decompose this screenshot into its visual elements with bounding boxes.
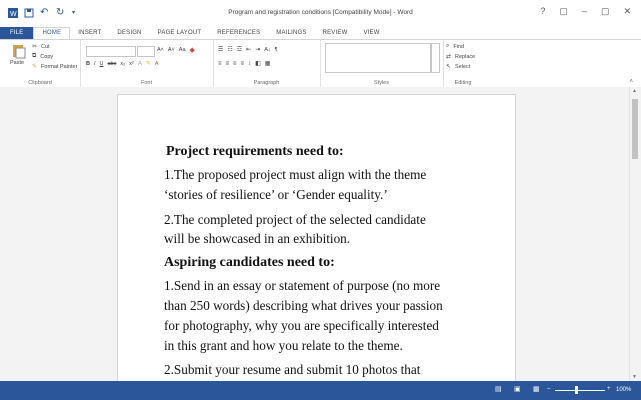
format-painter-button[interactable] [32, 63, 77, 70]
replace-icon: ⇄ [446, 54, 452, 60]
close-button[interactable]: ✕ [623, 6, 631, 16]
copy-button[interactable] [32, 53, 53, 60]
shading-icon[interactable]: ◧ [255, 61, 261, 67]
paragraph-list-tools [218, 46, 278, 53]
find-label: Find [453, 43, 465, 50]
subscript-button[interactable]: x₂ [120, 60, 126, 67]
cut-label: Cut [41, 43, 50, 50]
increase-indent-icon[interactable]: ⇥ [255, 47, 261, 53]
italic-button[interactable]: I [93, 60, 96, 67]
grow-font-button[interactable]: A˄ [157, 47, 164, 53]
document-body[interactable] [164, 142, 484, 380]
status-bar [0, 381, 641, 400]
styles-gallery[interactable] [325, 43, 431, 73]
font-size-dropdown[interactable] [137, 46, 155, 57]
collapse-ribbon-icon[interactable]: ˄ [629, 79, 633, 85]
doc-line: in this grant and how you relate to the theme. [164, 337, 403, 353]
ribbon-display-icon[interactable]: ▢ [559, 6, 568, 16]
doc-line: 2.The completed project of the selected candidate [164, 211, 426, 227]
font-name-dropdown[interactable] [86, 46, 136, 57]
web-layout-icon[interactable]: ▦ [533, 386, 540, 393]
copy-icon: ⧉ [32, 53, 37, 59]
doc-line: will be showcased in an exhibition. [164, 231, 351, 247]
minimize-button[interactable]: – [581, 6, 587, 16]
select-label: Select [455, 63, 471, 70]
select-button[interactable] [446, 63, 470, 70]
replace-label: Replace [455, 53, 476, 60]
find-button[interactable] [446, 43, 464, 50]
bold-button[interactable]: B [86, 60, 90, 67]
font-group [80, 40, 214, 87]
highlight-icon[interactable]: ✎ [145, 61, 151, 67]
font-group-label: Font [140, 80, 152, 86]
font-color-button[interactable]: A [154, 60, 159, 67]
strikethrough-button[interactable]: abc [107, 60, 117, 67]
undo-icon[interactable]: ↶ [40, 7, 49, 18]
doc-line: than 250 words) describing what drives your passion [164, 297, 443, 313]
doc-line: 1.Send in an essay or statement of purpose (no more [164, 278, 441, 294]
print-layout-icon[interactable]: ▣ [514, 386, 521, 393]
zoom-slider-handle[interactable] [575, 386, 578, 394]
numbering-icon[interactable]: ☷ [227, 47, 233, 53]
shrink-font-button[interactable]: A˅ [167, 47, 175, 53]
tab-review[interactable]: REVIEW [322, 30, 348, 36]
clipboard-group-label: Clipboard [28, 80, 52, 86]
heading-project-requirements: Project requirements need to: [166, 144, 344, 159]
align-right-icon[interactable]: ≡ [233, 60, 237, 67]
borders-icon[interactable]: ▦ [264, 61, 271, 67]
restore-button[interactable]: ▢ [600, 6, 610, 16]
heading-aspiring-candidates: Aspiring candidates need to: [164, 255, 335, 271]
styles-gallery-scroll[interactable] [431, 43, 440, 73]
title-bar [0, 0, 641, 27]
zoom-out-button[interactable]: – [547, 386, 551, 392]
format-painter-label: Format Painter [41, 63, 78, 70]
paragraph-group-label: Paragraph [253, 80, 280, 86]
tab-mailings[interactable]: MAILINGS [276, 30, 307, 36]
scroll-down-icon[interactable]: ▼ [632, 374, 637, 380]
doc-line: 1.The proposed project must align with the theme [164, 167, 427, 182]
styles-group [320, 40, 444, 87]
select-cursor-icon: ↖ [446, 64, 452, 70]
align-left-icon[interactable]: ≡ [218, 60, 222, 67]
scissors-icon: ✂ [32, 44, 38, 50]
help-icon[interactable]: ? [540, 6, 546, 16]
paragraph-group [213, 40, 321, 87]
sort-button[interactable]: A↓ [264, 46, 271, 53]
align-center-icon[interactable]: ≡ [225, 60, 230, 67]
clear-format-icon[interactable]: ◆ [189, 47, 195, 54]
styles-group-label: Styles [374, 80, 389, 86]
replace-button[interactable] [446, 53, 475, 60]
zoom-level[interactable]: 100% [616, 387, 632, 393]
cut-button[interactable] [32, 43, 50, 50]
tab-view[interactable]: VIEW [363, 30, 380, 36]
svg-text:W: W [10, 11, 17, 18]
decrease-indent-icon[interactable]: ⇤ [246, 47, 252, 53]
change-case-button[interactable]: Aa [178, 47, 186, 53]
scroll-thumb[interactable] [632, 99, 638, 159]
document-page[interactable] [117, 94, 516, 396]
tab-insert[interactable]: INSERT [78, 30, 102, 36]
bullets-icon[interactable]: ☰ [218, 47, 224, 53]
ribbon [0, 39, 641, 88]
doc-line: ‘stories of resilience’ or ‘Gender equality.’ [164, 186, 388, 202]
window-title: Program and registration conditions [Compatibility Mode] - Word [228, 9, 413, 16]
tab-home[interactable]: HOME [33, 27, 70, 39]
redo-icon[interactable]: ↻ [56, 7, 65, 18]
editing-group [443, 40, 483, 87]
clipboard-group [0, 40, 81, 87]
paste-icon[interactable] [12, 43, 26, 59]
editing-group-label: Editing [454, 80, 472, 86]
scroll-up-icon[interactable]: ▲ [632, 88, 637, 94]
zoom-in-button[interactable]: + [607, 386, 611, 392]
doc-line: for photography, why you are specifically interested [164, 317, 439, 333]
line-spacing-icon[interactable]: ↕ [248, 60, 252, 67]
read-mode-icon[interactable]: ▤ [495, 386, 502, 393]
tab-references[interactable]: REFERENCES [217, 30, 261, 36]
font-size-tools [157, 46, 195, 54]
paragraph-align-tools [218, 60, 270, 67]
format-painter-icon: ✎ [32, 64, 38, 70]
underline-button[interactable]: U [99, 60, 104, 67]
window-controls [540, 6, 631, 17]
document-area [0, 87, 641, 381]
tab-page-layout[interactable]: PAGE LAYOUT [157, 30, 202, 36]
tab-file[interactable]: FILE [0, 27, 33, 39]
zoom-slider[interactable] [555, 390, 605, 391]
ribbon-tabs [0, 27, 641, 39]
text-effects-icon[interactable]: A [137, 60, 142, 67]
tab-design[interactable]: DESIGN [117, 30, 142, 36]
paste-button[interactable]: Paste [10, 60, 25, 66]
multilevel-list-icon[interactable]: ☲ [236, 47, 243, 53]
superscript-button[interactable]: x² [129, 60, 134, 67]
binoculars-icon: ⌕ [446, 43, 450, 49]
show-formatting-button[interactable]: ¶ [274, 46, 278, 53]
copy-label: Copy [40, 53, 54, 60]
justify-icon[interactable]: ≡ [240, 60, 245, 67]
vertical-scrollbar[interactable] [629, 87, 641, 381]
font-format-tools [86, 60, 159, 67]
customize-qat-icon[interactable]: ▾ [72, 10, 76, 16]
doc-line: 2.Submit your resume and submit 10 photos that [164, 362, 421, 378]
